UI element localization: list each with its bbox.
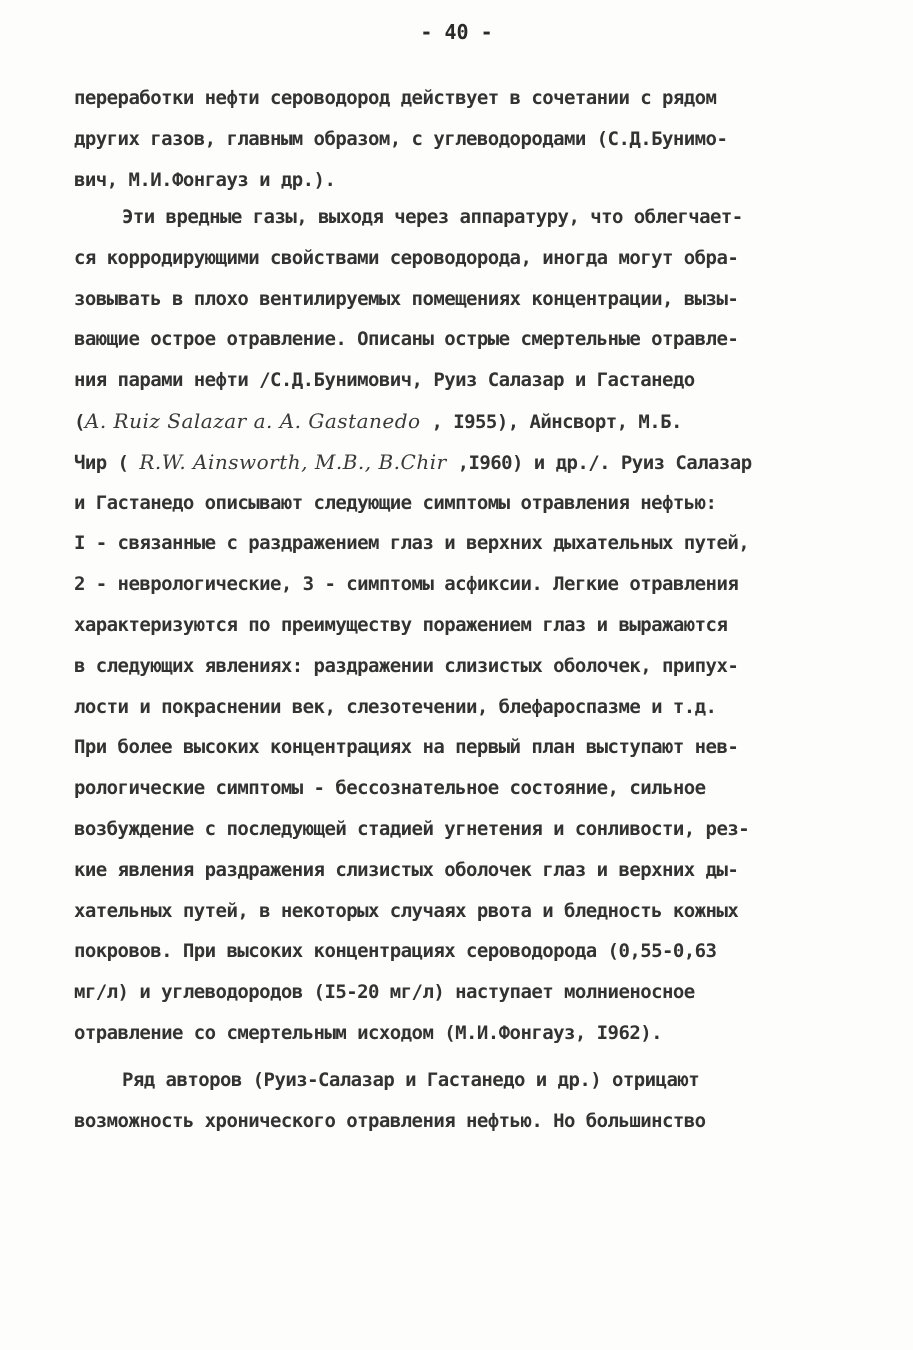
- paragraph-3: [74, 1060, 844, 1142]
- text-line: Ряд авторов (Руиз-Салазар и Гастанедо и др.) отрицают: [122, 1069, 700, 1091]
- text-line: При более высоких концентрациях на первый план выступают нев-: [74, 736, 739, 759]
- text-line: возбуждение с последующей стадией угнетения и сонливости, рез-: [74, 817, 750, 840]
- citation-open: Чир (: [74, 451, 129, 474]
- text-line: и Гастанедо описывают следующие симптомы отравления нефтью:: [74, 491, 717, 514]
- text-line: других газов, главным образом, с углеводородами (С.Д.Бунимо-: [74, 127, 728, 150]
- text-line: ния парами нефти /С.Д.Бунимович, Руиз Салазар и Гастанедо: [74, 369, 695, 392]
- text-line: зовывать в плохо вентилируемых помещениях концентрации, вызы-: [74, 287, 739, 310]
- handwritten-author-names: A. Ruiz Salazar a. A. Gastanedo: [84, 408, 421, 433]
- text-line: отравление со смертельным исходом (М.И.Фонгауз, I962).: [74, 1021, 663, 1044]
- paragraph-2: [74, 197, 844, 1054]
- text-line-citation-ainsworth: [74, 442, 844, 483]
- text-line: I - связанные с раздражением глаз и верхних дыхательных путей,: [74, 532, 750, 555]
- paragraph-1: [74, 78, 844, 200]
- citation-rest: , I955), Айнсворт, М.Б.: [431, 410, 682, 433]
- text-line: в следующих явлениях: раздражении слизистых оболочек, припух-: [74, 654, 739, 677]
- text-line: кие явления раздражения слизистых оболочек глаз и верхних ды-: [74, 858, 739, 881]
- page-number: - 40 -: [420, 20, 493, 44]
- text-line: покровов. При высоких концентрациях сероводорода (0,55-0,63: [74, 940, 717, 963]
- citation-rest: ,I960) и др./. Руиз Салазар: [457, 451, 752, 474]
- text-line: мг/л) и углеводородов (I5-20 мг/л) наступает молниеносное: [74, 981, 695, 1004]
- text-line: переработки нефти сероводород действует в сочетании с рядом: [74, 87, 717, 109]
- text-line: возможность хронического отравления нефтью. Но большинство: [74, 1109, 706, 1132]
- handwritten-author-names: R.W. Ainsworth, M.B., B.Chir: [139, 449, 447, 474]
- text-line: Эти вредные газы, выходя через аппаратуру, что облегчает-: [122, 206, 743, 228]
- text-line: вич, М.И.Фонгауз и др.).: [74, 168, 336, 191]
- text-line: вающие острое отравление. Описаны острые смертельные отравле-: [74, 328, 739, 351]
- text-line: хательных путей, в некоторых случаях рвота и бледность кожных: [74, 899, 739, 922]
- text-line: ся корродирующими свойствами сероводорода, иногда могут обра-: [74, 246, 739, 269]
- text-line: 2 - неврологические, 3 - симптомы асфиксии. Легкие отравления: [74, 573, 739, 596]
- text-line: характеризуются по преимуществу поражением глаз и выражаются: [74, 613, 728, 636]
- text-line: лости и покраснении век, слезотечении, блефароспазме и т.д.: [74, 695, 717, 718]
- text-line-citation-ruiz: [74, 401, 844, 442]
- citation-open: (: [74, 410, 85, 433]
- text-line: рологические симптомы - бессознательное состояние, сильное: [74, 777, 706, 800]
